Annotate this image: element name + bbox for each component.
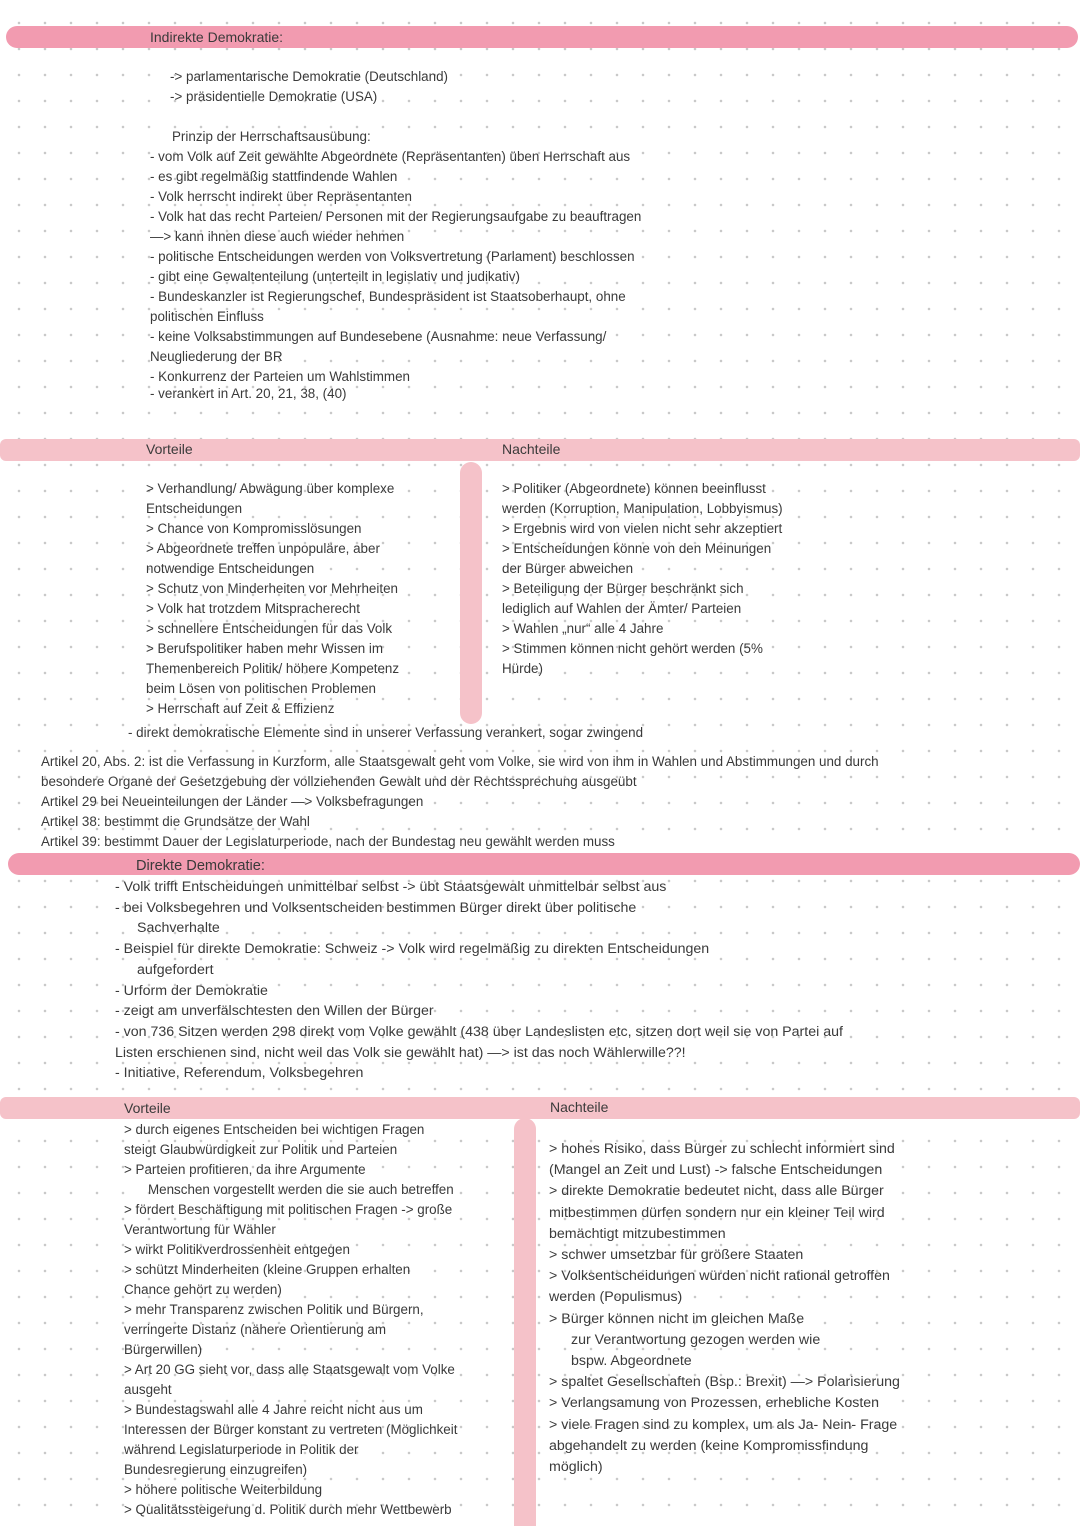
direct-point-line: aufgefordert (137, 961, 214, 978)
principle-line: politischen Einfluss (150, 309, 264, 324)
indirect-pros-list (146, 479, 399, 719)
principle-line: - keine Volksabstimmungen auf Bundesebene (Ausnahme: neue Verfassung/ (150, 329, 607, 344)
principle-list (150, 147, 641, 404)
con-line: > Politiker (Abgeordnete) können beeinflusst (502, 481, 766, 496)
article-list (41, 752, 879, 852)
con-line: > spaltet Gesellschaften (Bsp.: Brexit) —> Polarisierung (549, 1374, 900, 1391)
column-divider (460, 462, 482, 724)
pro-line: > durch eigenes Entscheiden bei wichtigen Fragen (124, 1122, 425, 1137)
pro-line: ausgeht (124, 1382, 172, 1397)
con-line: > Verlangsamung von Prozessen, erhebliche Kosten (549, 1395, 880, 1412)
form-line: -> präsidentielle Demokratie (USA) (170, 89, 378, 104)
direct-pros-list (124, 1120, 457, 1520)
con-line: Hürde) (502, 661, 543, 676)
form-line: -> parlamentarische Demokratie (Deutschland) (170, 69, 448, 84)
pro-line: Verantwortung für Wähler (124, 1222, 276, 1237)
pro-line: verringerte Distanz (nähere Orientierung am (124, 1322, 386, 1337)
principle-line: - vom Volk auf Zeit gewählte Abgeordnete (Repräsentanten) üben Herrschaft aus (150, 149, 631, 164)
direct-point-line: - Volk trifft Entscheidungen unmittelbar selbst -> übt Staatsgewalt unmittelbar selbst aus (115, 879, 667, 895)
principle-line: - Konkurrenz der Parteien um Wahlstimmen (150, 369, 410, 384)
con-line: > Stimmen können nicht gehört werden (5% (502, 641, 763, 656)
principle-heading: Prinzip der Herrschaftsausübung: (172, 129, 371, 144)
direct-point-line: - Urform der Demokratie (115, 982, 268, 999)
section-title-direct: Direkte Demokratie: (136, 858, 265, 874)
principle-line: —> kann ihnen diese auch wieder nehmen (150, 229, 405, 244)
principle-line: - gibt eine Gewaltenteilung (unterteilt in legislativ und judikativ) (150, 269, 520, 284)
direct-point-line: Sachverhalte (137, 920, 220, 937)
pro-line: Interessen der Bürger konstant zu vertreten (Möglichkeit (124, 1422, 458, 1437)
con-line: bspw. Abgeordnete (571, 1353, 692, 1370)
pro-line: > Abgeordnete treffen unpopuläre, aber (146, 541, 380, 556)
direct-points (115, 877, 843, 1084)
pro-line: > Verhandlung/ Abwägung über komplexe (146, 481, 395, 496)
pro-line: notwendige Entscheidungen (146, 561, 315, 576)
pro-line: > Schutz von Minderheiten vor Mehrheiten (146, 581, 398, 596)
con-line: zur Verantwortung gezogen werden wie (571, 1331, 821, 1348)
direct-point-line: - zeigt am unverfälschtesten den Willen der Bürger (115, 1003, 434, 1020)
pro-line: Menschen vorgestellt werden die sie auch betreffen (148, 1182, 454, 1197)
direct-cons-label: Nachteile (550, 1099, 609, 1115)
pro-line: Bundesregierung einzugreifen) (124, 1462, 308, 1477)
pro-line: > Parteien profitieren, da ihre Argumente (124, 1162, 366, 1177)
pro-line: beim Lösen von politischen Problemen (146, 681, 377, 696)
principle-line: Neugliederung der BR (150, 349, 283, 364)
direct-point-line: - bei Volksbegehren und Volksentscheiden bestimmen Bürger direkt über politische (115, 899, 637, 916)
con-line: (Mangel an Zeit und Lust) -> falsche Entscheidungen (549, 1162, 883, 1179)
con-line: abgehandelt zu werden (keine Kompromissfindung (549, 1437, 869, 1454)
pro-line: Chance gehört zu werden) (124, 1282, 282, 1297)
pro-line: > Herrschaft auf Zeit & Effizienz (146, 701, 335, 716)
indirect-cons-label: Nachteile (502, 441, 561, 457)
pro-line: > schnellere Entscheidungen für das Volk (146, 621, 393, 636)
indirect-cons-list (502, 479, 783, 679)
indirect-note: - direkt demokratische Elemente sind in unserer Verfassung verankert, sogar zwingend (128, 725, 644, 740)
direct-point-line: - Beispiel für direkte Demokratie: Schweiz -> Volk wird regelmäßig zu direkten Entscheidungen (115, 941, 710, 958)
pro-line: Entscheidungen (146, 501, 243, 516)
pro-line: > Chance von Kompromisslösungen (146, 521, 362, 536)
con-line: > Bürger können nicht im gleichen Maße (549, 1310, 805, 1327)
con-line: möglich) (549, 1459, 603, 1476)
pro-line: Themenbereich Politik/ höhere Kompetenz (146, 661, 400, 676)
principle-line: - politische Entscheidungen werden von Volksvertretung (Parlament) beschlossen (150, 249, 635, 264)
article-line: besondere Organe der Gesetzgebung der vollziehenden Gewalt und der Rechtssprechung ausgeübt (41, 774, 637, 789)
pro-line: Bürgerwillen) (124, 1342, 203, 1357)
con-line: > Ergebnis wird von vielen nicht sehr akzeptiert (502, 521, 783, 536)
principle-line: - Volk hat das recht Parteien/ Personen mit der Regierungsaufgabe zu beauftragen (150, 209, 642, 224)
pro-line: > Qualitätssteigerung d. Politik durch mehr Wettbewerb (124, 1502, 452, 1517)
pro-line: > Berufspolitiker haben mehr Wissen im (146, 641, 384, 656)
section-title-indirect: Indirekte Demokratie: (150, 29, 284, 45)
pro-line: > wirkt Politikverdrossenheit entgegen (124, 1242, 350, 1257)
principle-line: - verankert in Art. 20, 21, 38, (40) (150, 386, 347, 401)
direct-point-line: - von 736 Sitzen werden 298 direkt vom Volke gewählt (438 über Landeslisten etc, sitzen dort weil sie von Partei auf (115, 1023, 843, 1040)
con-line: mitbestimmen dürfen sondern nur ein kleiner Teil wird (549, 1204, 885, 1221)
pro-line: während Legislaturperiode in Politik der (124, 1442, 359, 1457)
con-line: > Volksentscheidungen würden nicht rational getroffen (549, 1268, 890, 1285)
con-line: bemächtigt mitzubestimmen (549, 1225, 726, 1242)
con-line: > Entscheidungen könne von den Meinungen (502, 541, 772, 556)
principle-line: - Volk herrscht indirekt über Repräsentanten (150, 189, 412, 204)
pro-line: > Volk hat trotzdem Mitspracherecht (146, 601, 360, 616)
con-line: > Wahlen „nur“ alle 4 Jahre (502, 621, 664, 636)
direct-point-line: - Initiative, Referendum, Volksbegehren (115, 1065, 364, 1082)
con-line: > direkte Demokratie bedeutet nicht, dass alle Bürger (549, 1183, 884, 1200)
pro-line: > schützt Minderheiten (kleine Gruppen erhalten (124, 1262, 411, 1277)
pro-line: > fördert Beschäftigung mit politischen Fragen -> große (124, 1202, 453, 1217)
principle-line: - Bundeskanzler ist Regierungschef, Bundespräsident ist Staatsoberhaupt, ohne (150, 289, 626, 304)
con-line: > schwer umsetzbar für größere Staaten (549, 1247, 804, 1264)
indirect-pros-label: Vorteile (146, 441, 193, 457)
pro-line: steigt Glaubwürdigkeit zur Politik und Parteien (124, 1142, 398, 1157)
column-divider (514, 1118, 536, 1526)
con-line: der Bürger abweichen (502, 561, 634, 576)
article-line: Artikel 29 bei Neueinteilungen der Länder —> Volksbefragungen (41, 794, 424, 809)
con-line: > viele Fragen sind zu komplex, um als Ja- Nein- Frage (549, 1416, 898, 1433)
con-line: > hohes Risiko, dass Bürger zu schlecht informiert sind (549, 1141, 895, 1157)
pro-line: > Art 20 GG sieht vor, dass alle Staatsgewalt vom Volke (124, 1362, 455, 1377)
direct-point-line: Listen erschienen sind, nicht weil das Volk sie gewählt hat) —> ist das noch Wählerwille??! (115, 1044, 686, 1061)
con-line: > Beteiligung der Bürger beschränkt sich (502, 581, 744, 596)
article-line: Artikel 38: bestimmt die Grundsätze der Wahl (41, 814, 310, 829)
principle-line: - es gibt regelmäßig stattfindende Wahlen (150, 169, 398, 184)
direct-cons-list (549, 1139, 900, 1478)
direct-pros-label: Vorteile (124, 1100, 171, 1116)
pro-line: > Bundestagswahl alle 4 Jahre reicht nicht aus um (124, 1402, 423, 1417)
article-line: Artikel 20, Abs. 2: ist die Verfassung in Kurzform, alle Staatsgewalt geht vom Volke, sie wird von ihm in Wahlen und Abstimmungen und durch (41, 754, 879, 769)
con-line: werden (Populismus) (549, 1289, 683, 1306)
con-line: lediglich auf Wahlen der Ämter/ Parteien (502, 601, 742, 616)
pro-line: > mehr Transparenz zwischen Politik und Bürgern, (124, 1302, 424, 1317)
pro-line: > höhere politische Weiterbildung (124, 1482, 323, 1497)
indirect-forms (170, 67, 448, 107)
con-line: werden (Korruption, Manipulation, Lobbyismus) (502, 501, 783, 516)
article-line: Artikel 39: bestimmt Dauer der Legislaturperiode, nach der Bundestag neu gewählt werden muss (41, 834, 615, 849)
